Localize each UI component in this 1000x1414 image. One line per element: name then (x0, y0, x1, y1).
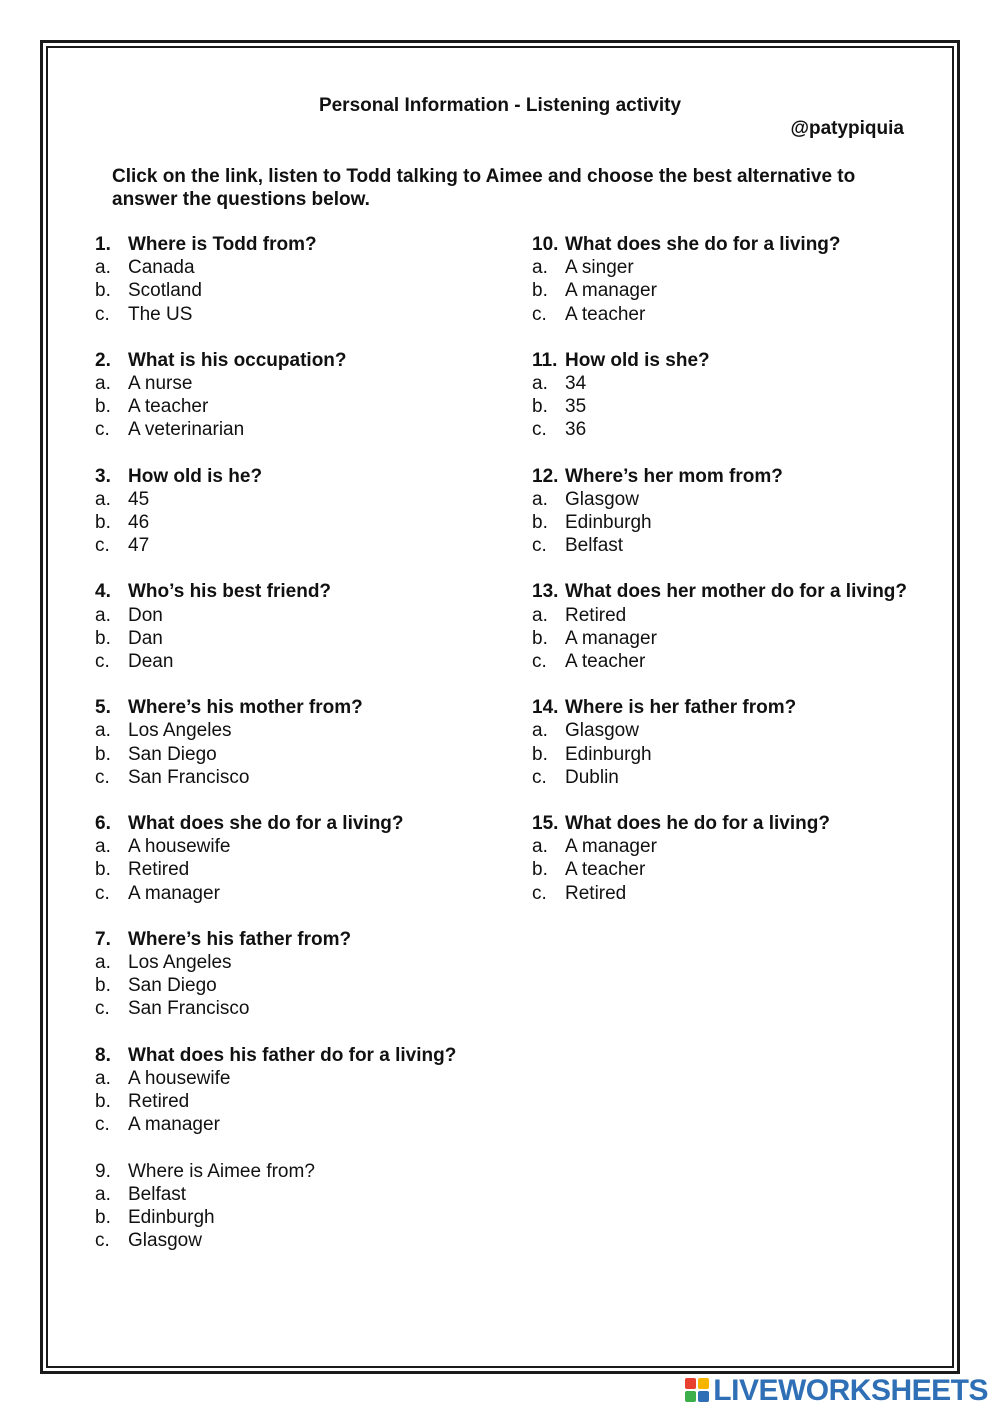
question-text: What does his father do for a living? (128, 1044, 457, 1066)
option-text: Belfast (565, 535, 624, 557)
question-text: Where is Aimee from? (128, 1160, 315, 1182)
answer-option[interactable] (95, 395, 515, 418)
answer-option[interactable] (532, 604, 942, 627)
option-text: Don (128, 604, 163, 626)
liveworksheets-logo[interactable] (685, 1374, 988, 1408)
question-prompt (95, 812, 515, 835)
answer-option[interactable] (532, 418, 942, 441)
liveworksheets-logo-icon (685, 1378, 711, 1404)
option-text: 47 (128, 535, 150, 557)
question-text: Where’s his father from? (128, 928, 352, 950)
option-letter: c. (532, 535, 547, 557)
question-item (532, 580, 942, 673)
question-item (532, 349, 942, 442)
option-letter: c. (95, 1230, 110, 1252)
question-prompt (532, 812, 942, 835)
option-letter: b. (532, 627, 548, 649)
question-item (95, 928, 515, 1021)
question-prompt (95, 928, 515, 951)
option-text: The US (128, 303, 193, 325)
option-letter: c. (532, 651, 547, 673)
option-text: A manager (565, 627, 657, 649)
question-number: 10. (532, 234, 559, 255)
option-letter: c. (95, 882, 110, 904)
option-text: A veterinarian (128, 419, 245, 441)
answer-option[interactable] (95, 766, 515, 789)
option-text: Belfast (128, 1183, 187, 1205)
answer-option[interactable] (95, 279, 515, 302)
question-prompt (95, 696, 515, 719)
answer-option[interactable] (532, 511, 942, 534)
option-text: Los Angeles (128, 720, 232, 742)
answer-option[interactable] (95, 858, 515, 881)
answer-option[interactable] (532, 858, 942, 881)
option-text: Retired (128, 859, 190, 881)
answer-option[interactable] (532, 882, 942, 905)
option-letter: b. (532, 743, 548, 765)
question-number: 3. (95, 465, 111, 487)
option-letter: a. (95, 373, 111, 395)
question-text: Where is Todd from? (128, 234, 317, 255)
answer-option[interactable] (95, 1206, 515, 1229)
option-text: Canada (128, 257, 195, 279)
answer-option[interactable] (95, 511, 515, 534)
option-letter: b. (95, 396, 111, 418)
question-number: 7. (95, 928, 111, 950)
answer-option[interactable] (95, 835, 515, 858)
option-text: Retired (565, 604, 627, 626)
question-prompt (95, 465, 515, 488)
option-letter: c. (532, 303, 547, 325)
option-text: San Francisco (128, 998, 250, 1020)
answer-option[interactable] (95, 1113, 515, 1136)
question-text: Where is her father from? (565, 697, 797, 719)
option-text: Retired (565, 882, 627, 904)
answer-option[interactable] (95, 303, 515, 326)
logo-tile-1 (685, 1378, 696, 1389)
answer-option[interactable] (532, 835, 942, 858)
answer-option[interactable] (532, 534, 942, 557)
answer-option[interactable] (95, 1229, 515, 1252)
answer-option[interactable] (532, 719, 942, 742)
option-letter: c. (95, 535, 110, 557)
question-item (532, 812, 942, 905)
answer-option[interactable] (95, 1067, 515, 1090)
questions-column-right (532, 233, 942, 928)
option-text: A manager (565, 836, 657, 858)
answer-option[interactable] (95, 997, 515, 1020)
question-prompt (95, 1044, 515, 1067)
option-letter: c. (95, 651, 110, 673)
option-letter: c. (532, 766, 547, 788)
question-item (95, 1044, 515, 1137)
answer-option[interactable] (532, 650, 942, 673)
option-letter: b. (95, 280, 111, 302)
option-text: A teacher (128, 396, 209, 418)
option-letter: c. (532, 882, 547, 904)
answer-option[interactable] (95, 882, 515, 905)
option-text: A manager (565, 280, 657, 302)
question-prompt (532, 696, 942, 719)
option-text: Edinburgh (565, 743, 652, 765)
questions-column-left (95, 233, 515, 1275)
option-letter: a. (532, 257, 548, 279)
option-letter: a. (532, 604, 548, 626)
question-text: What is his occupation? (128, 349, 347, 371)
option-text: A housewife (128, 1067, 231, 1089)
answer-option[interactable] (95, 650, 515, 673)
question-item (532, 696, 942, 789)
option-letter: b. (95, 859, 111, 881)
option-letter: a. (532, 373, 548, 395)
option-letter: c. (532, 419, 547, 441)
option-letter: b. (95, 1091, 111, 1113)
question-prompt (532, 349, 942, 372)
option-text: Dublin (565, 766, 619, 788)
option-text: 34 (565, 373, 587, 395)
answer-option[interactable] (95, 1183, 515, 1206)
instructions-text: Click on the link, listen to Todd talking to Aimee and choose the best alternative to answer the questions below. (112, 166, 856, 210)
answer-option[interactable] (532, 303, 942, 326)
option-text: Glasgow (128, 1230, 202, 1252)
question-text: How old is she? (565, 349, 710, 371)
question-item (95, 696, 515, 789)
option-text: Edinburgh (565, 512, 652, 534)
option-text: Retired (128, 1091, 190, 1113)
answer-option[interactable] (95, 1090, 515, 1113)
question-prompt (532, 465, 942, 488)
question-text: Where’s his mother from? (128, 697, 363, 719)
option-letter: a. (95, 1067, 111, 1089)
option-text: Scotland (128, 280, 202, 302)
option-text: 35 (565, 396, 587, 418)
logo-tile-3 (685, 1391, 696, 1402)
question-text: Where’s her mom from? (565, 465, 783, 487)
answer-option[interactable] (532, 256, 942, 279)
question-number: 8. (95, 1044, 111, 1066)
option-text: Dan (128, 627, 163, 649)
answer-option[interactable] (532, 395, 942, 418)
option-letter: b. (95, 627, 111, 649)
answer-option[interactable] (95, 488, 515, 511)
question-text: What does he do for a living? (565, 813, 830, 835)
option-letter: c. (95, 766, 110, 788)
option-text: Dean (128, 651, 174, 673)
option-letter: a. (95, 604, 111, 626)
option-text: San Francisco (128, 766, 250, 788)
option-letter: a. (532, 488, 548, 510)
option-letter: b. (95, 743, 111, 765)
option-text: San Diego (128, 743, 217, 765)
answer-option[interactable] (532, 627, 942, 650)
option-text: Glasgow (565, 720, 639, 742)
question-number: 12. (532, 465, 559, 487)
question-prompt (95, 233, 515, 256)
answer-option[interactable] (95, 256, 515, 279)
question-prompt (95, 580, 515, 603)
option-text: Glasgow (565, 488, 639, 510)
answer-option[interactable] (532, 279, 942, 302)
option-letter: a. (95, 257, 111, 279)
option-letter: c. (95, 1114, 110, 1136)
question-prompt (95, 349, 515, 372)
answer-option[interactable] (95, 418, 515, 441)
option-text: A housewife (128, 836, 231, 858)
logo-text: LIVEWORKSHEETS (713, 1374, 988, 1407)
question-number: 15. (532, 813, 559, 835)
option-letter: a. (532, 836, 548, 858)
option-letter: b. (532, 512, 548, 534)
option-text: A nurse (128, 373, 193, 395)
question-number: 9. (95, 1160, 111, 1182)
option-text: 36 (565, 419, 587, 441)
question-item (95, 1160, 515, 1253)
option-text: A teacher (565, 303, 646, 325)
option-letter: a. (95, 1183, 111, 1205)
question-item (532, 465, 942, 558)
question-number: 14. (532, 697, 559, 719)
option-letter: a. (95, 836, 111, 858)
answer-option[interactable] (95, 627, 515, 650)
logo-tile-2 (698, 1378, 709, 1389)
answer-option[interactable] (532, 372, 942, 395)
option-letter: c. (95, 303, 110, 325)
question-number: 13. (532, 581, 559, 603)
question-number: 6. (95, 813, 111, 835)
option-letter: b. (95, 975, 111, 997)
answer-option[interactable] (532, 488, 942, 511)
answer-option[interactable] (532, 743, 942, 766)
answer-option[interactable] (95, 743, 515, 766)
question-item (532, 233, 942, 326)
option-text: A teacher (565, 859, 646, 881)
option-letter: b. (532, 280, 548, 302)
question-item (95, 349, 515, 442)
question-item (95, 580, 515, 673)
question-text: How old is he? (128, 465, 263, 487)
option-text: 46 (128, 512, 150, 534)
option-letter: b. (95, 1206, 111, 1228)
option-text: 45 (128, 488, 150, 510)
option-text: A singer (565, 257, 634, 279)
logo-tile-4 (698, 1391, 709, 1402)
option-letter: c. (95, 998, 110, 1020)
option-text: A manager (128, 882, 220, 904)
answer-option[interactable] (95, 372, 515, 395)
question-item (95, 465, 515, 558)
question-prompt (532, 233, 942, 256)
question-text: What does she do for a living? (565, 234, 841, 255)
option-text: A manager (128, 1114, 220, 1136)
answer-option[interactable] (95, 951, 515, 974)
question-text: What does she do for a living? (128, 813, 404, 835)
question-text: Who’s his best friend? (128, 581, 332, 603)
option-letter: a. (95, 488, 111, 510)
answer-option[interactable] (95, 534, 515, 557)
answer-option[interactable] (95, 974, 515, 997)
option-text: A teacher (565, 651, 646, 673)
option-text: San Diego (128, 975, 217, 997)
question-number: 1. (95, 234, 111, 255)
author-handle: @patypiquia (790, 118, 904, 139)
worksheet-title: Personal Information - Listening activity (318, 95, 682, 116)
answer-option[interactable] (95, 719, 515, 742)
option-letter: a. (532, 720, 548, 742)
option-letter: a. (95, 952, 111, 974)
question-number: 4. (95, 581, 111, 603)
option-letter: a. (95, 720, 111, 742)
option-text: Edinburgh (128, 1206, 215, 1228)
question-number: 5. (95, 697, 111, 719)
option-text: Los Angeles (128, 952, 232, 974)
option-letter: b. (532, 396, 548, 418)
option-letter: b. (95, 512, 111, 534)
question-item (95, 812, 515, 905)
question-prompt (95, 1160, 515, 1183)
question-number: 11. (532, 349, 558, 371)
question-text: What does her mother do for a living? (565, 581, 908, 603)
answer-option[interactable] (532, 766, 942, 789)
option-letter: b. (532, 859, 548, 881)
question-item (95, 233, 515, 326)
question-number: 2. (95, 349, 111, 371)
option-letter: c. (95, 419, 110, 441)
question-prompt (532, 580, 942, 603)
answer-option[interactable] (95, 604, 515, 627)
